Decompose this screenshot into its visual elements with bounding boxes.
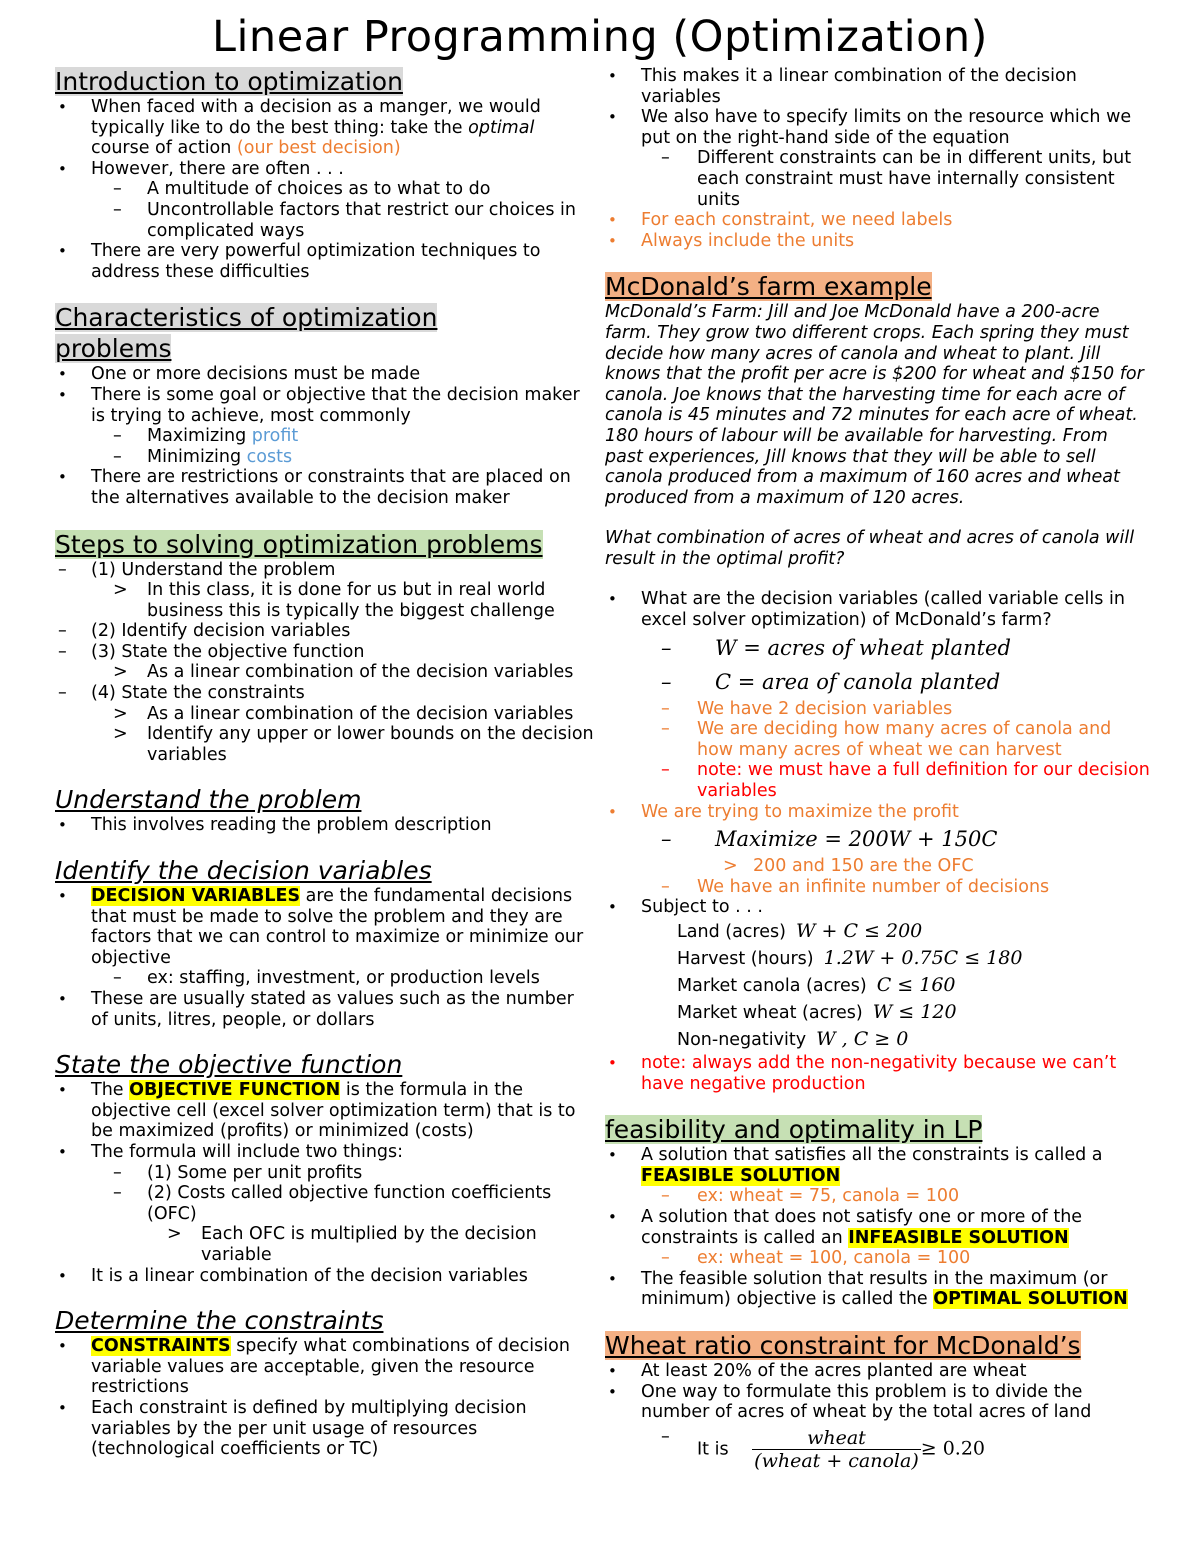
list-item: • One way to formulate this problem is to divide the number of acres of wheat by the total acres of land bbox=[605, 1382, 1150, 1423]
list-item: > As a linear combination of the decision variables bbox=[55, 662, 595, 683]
equation: – C = area of canola planted bbox=[605, 665, 1150, 699]
list-item: • A solution that satisfies all the constraints is called a FEASIBLE SOLUTION bbox=[605, 1145, 1150, 1186]
right-column bbox=[605, 66, 1150, 1472]
farm-list bbox=[605, 589, 1150, 918]
constraint-row: Harvest (hours) 1.2W + 0.75C ≤ 180 bbox=[677, 947, 1023, 969]
constraint-block bbox=[605, 918, 1150, 1053]
list-item: – Uncontrollable factors that restrict our choices in complicated ways bbox=[55, 200, 595, 241]
farm-description: McDonald’s Farm: Jill and Joe McDonald have a 200-acre farm. They grow two different crops. Each spring they must decide how many acres of canola and wheat to plant. Jill knows that the profit per acre is $200 for wheat and $150 for canola. Joe knows that the harvesting time for each acre of canola is 45 minutes and 72 minutes for each acre of wheat. 180 hours of labour will be available for harvesting. From past experiences, Jill knows that they will be able to sell canola produced from a maximum of 160 acres and wheat produced from a maximum of 120 acres. bbox=[605, 302, 1144, 508]
list-item: – (1) Understand the problem bbox=[55, 560, 595, 581]
farm-question: What combination of acres of wheat and acres of canola will result in the optimal profit? bbox=[605, 528, 1135, 569]
list-item: – (4) State the constraints bbox=[55, 683, 595, 704]
equation: – Maximize = 200W + 150C bbox=[605, 822, 1150, 856]
list-item: – (1) Some per unit profits bbox=[55, 1163, 595, 1184]
list-item: – Minimizing costs bbox=[55, 447, 595, 468]
list-item: • It is a linear combination of the decision variables bbox=[55, 1266, 595, 1287]
constraint-row: Non-negativity W , C ≥ 0 bbox=[677, 1028, 909, 1050]
constraints-list bbox=[55, 1336, 595, 1460]
list-item: • What are the decision variables (called variable cells in excel solver optimization) of McDonald’s farm? bbox=[605, 589, 1150, 630]
section-heading-steps: Steps to solving optimization problems bbox=[55, 529, 543, 559]
section-heading-objective: State the objective function bbox=[55, 1050, 403, 1080]
list-item: – ex: wheat = 75, canola = 100 bbox=[605, 1186, 1150, 1207]
list-item: • Each constraint is defined by multiplying decision variables by the per unit usage of resources (technological coefficients or TC) bbox=[55, 1398, 595, 1460]
list-item: • At least 20% of the acres planted are wheat bbox=[605, 1361, 1150, 1382]
section-characteristics bbox=[55, 302, 495, 364]
list-item: – (3) State the objective function bbox=[55, 642, 595, 663]
list-item: > 200 and 150 are the OFC bbox=[605, 856, 1150, 877]
constraint-row: Market wheat (acres) W ≤ 120 bbox=[677, 1001, 957, 1023]
list-item: • There are very powerful optimization techniques to address these difficulties bbox=[55, 241, 595, 282]
fraction: $\frac{\text{wheat}}{\text{(wheat + canola)}}$ bbox=[754, 1426, 919, 1472]
section-farm bbox=[605, 271, 1150, 302]
list-item: • One or more decisions must be made bbox=[55, 364, 595, 385]
list-item: – (2) Identify decision variables bbox=[55, 621, 595, 642]
identify-list bbox=[55, 886, 595, 1030]
section-heading-identify: Identify the decision variables bbox=[55, 856, 432, 886]
steps-list bbox=[55, 560, 595, 766]
list-item: • DECISION VARIABLES are the fundamental decisions that must be made to solve the problem and they are factors that we can control to maximize or minimize our objective bbox=[55, 886, 595, 968]
list-item: > As a linear combination of the decision variables bbox=[55, 704, 595, 725]
ratio-list bbox=[605, 1361, 1150, 1472]
list-item: • The feasible solution that results in the maximum (or minimum) objective is called the OPTIMAL SOLUTION bbox=[605, 1269, 1150, 1310]
farm-note-list bbox=[605, 1053, 1150, 1094]
section-heading-farm: McDonald’s farm example bbox=[605, 272, 932, 302]
list-item: – We have 2 decision variables bbox=[605, 699, 1150, 720]
list-item: – We are deciding how many acres of canola and how many acres of wheat we can harvest bbox=[605, 719, 1150, 760]
list-item: – A multitude of choices as to what to do bbox=[55, 179, 595, 200]
list-item: • For each constraint, we need labels bbox=[605, 210, 1150, 231]
list-item: • Subject to . . . bbox=[605, 897, 1150, 918]
section-heading-understand: Understand the problem bbox=[55, 785, 362, 815]
list-item: • This involves reading the problem description bbox=[55, 815, 595, 836]
section-steps bbox=[55, 529, 595, 560]
list-item: > Each OFC is multiplied by the decision variable bbox=[55, 1224, 595, 1265]
left-column bbox=[55, 66, 595, 1460]
feasibility-list bbox=[605, 1145, 1150, 1310]
list-item: • CONSTRAINTS specify what combinations of decision variable values are acceptable, given the resource restrictions bbox=[55, 1336, 595, 1398]
list-item: • However, there are often . . . bbox=[55, 159, 595, 180]
section-ratio bbox=[605, 1330, 1150, 1361]
section-intro bbox=[55, 66, 595, 97]
section-heading-characteristics: Characteristics of optimization problems bbox=[55, 303, 438, 364]
list-item: • A solution that does not satisfy one or more of the constraints is called an INFEASIBLE SOLUTION bbox=[605, 1207, 1150, 1248]
list-item: • We are trying to maximize the profit bbox=[605, 802, 1150, 823]
list-item: • The OBJECTIVE FUNCTION is the formula in the objective cell (excel solver optimization term) that is to be maximized (profits) or minimized (costs) bbox=[55, 1080, 595, 1142]
constraint-row: Land (acres) W + C ≤ 200 bbox=[677, 920, 923, 942]
intro-list bbox=[55, 97, 595, 282]
list-item: • note: always add the non-negativity because we can’t have negative production bbox=[605, 1053, 1150, 1094]
list-item: – ex: wheat = 100, canola = 100 bbox=[605, 1248, 1150, 1269]
list-item: • We also have to specify limits on the resource which we put on the right-hand side of the equation bbox=[605, 107, 1150, 148]
list-item: • There is some goal or objective that the decision maker is trying to achieve, most commonly bbox=[55, 385, 595, 426]
section-heading-ratio: Wheat ratio constraint for McDonald’s bbox=[605, 1330, 1081, 1360]
list-item: – ex: staffing, investment, or production levels bbox=[55, 968, 595, 989]
list-item: – note: we must have a full definition for our decision variables bbox=[605, 760, 1150, 801]
continued-list bbox=[605, 66, 1150, 251]
understand-list bbox=[55, 815, 595, 836]
ratio-formula: – It is $\frac{\text{wheat}}{\text{(wheat + canola)}}$ ≥ 0.20 bbox=[605, 1427, 1150, 1472]
list-item: • There are restrictions or constraints that are placed on the alternatives available to the decision maker bbox=[55, 467, 595, 508]
section-heading-intro: Introduction to optimization bbox=[55, 67, 403, 96]
list-item: > In this class, it is done for us but in real world business this is typically the biggest challenge bbox=[55, 580, 595, 621]
section-heading-constraints: Determine the constraints bbox=[55, 1306, 384, 1336]
list-item: – (2) Costs called objective function coefficients (OFC) bbox=[55, 1183, 595, 1224]
section-feasibility bbox=[605, 1114, 1150, 1145]
list-item: – Different constraints can be in different units, but each constraint must have internally consistent units bbox=[605, 148, 1150, 210]
list-item: > Identify any upper or lower bounds on the decision variables bbox=[55, 724, 595, 765]
page-title: Linear Programming (Optimization) bbox=[212, 12, 988, 62]
list-item: • When faced with a decision as a manger, we would typically like to do the best thing: take the optimal course of action (our best decision) bbox=[55, 97, 595, 159]
list-item: • This makes it a linear combination of the decision variables bbox=[605, 66, 1150, 107]
list-item: – We have an infinite number of decisions bbox=[605, 877, 1150, 898]
list-item: • The formula will include two things: bbox=[55, 1142, 595, 1163]
list-item: – Maximizing profit bbox=[55, 426, 595, 447]
section-heading-feasibility: feasibility and optimality in LP bbox=[605, 1115, 983, 1145]
equation: – W = acres of wheat planted bbox=[605, 631, 1150, 665]
characteristics-list bbox=[55, 364, 595, 508]
objective-list bbox=[55, 1080, 595, 1286]
list-item: • Always include the units bbox=[605, 231, 1150, 252]
constraint-row: Market canola (acres) C ≤ 160 bbox=[677, 974, 956, 996]
list-item: • These are usually stated as values such as the number of units, litres, people, or dollars bbox=[55, 989, 595, 1030]
